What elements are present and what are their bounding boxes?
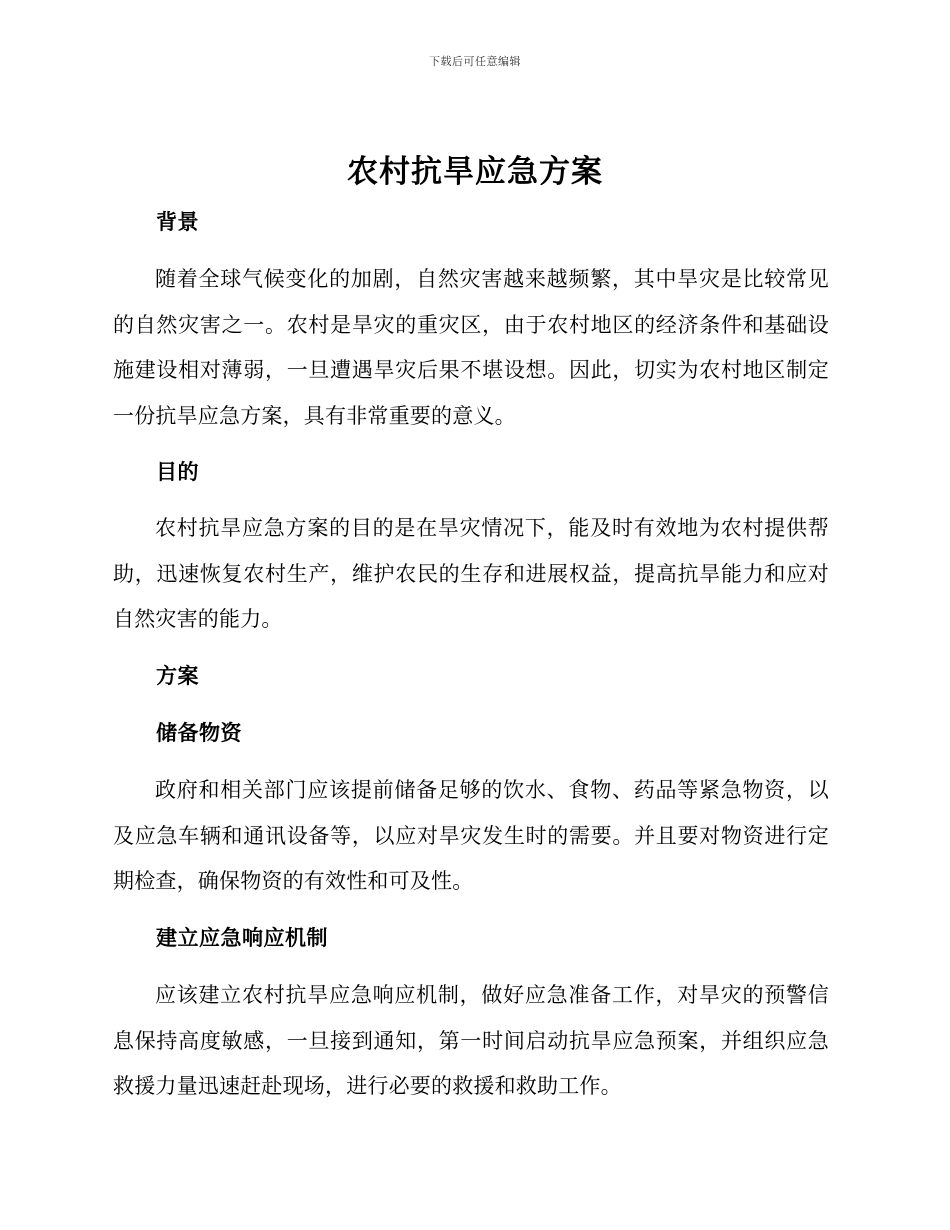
- document-title: 农村抗旱应急方案: [347, 154, 603, 190]
- section-heading-plan: 方案: [156, 664, 199, 688]
- section-paragraph-background: 随着全球气候变化的加剧，自然灾害越来越频繁，其中旱灾是比较常见的自然灾害之一。农村是旱灾的重灾区，由于农村地区的经济条件和基础设施建设相对薄弱，一旦遭遇旱灾后果不堪设想。因此，切实为农村地区制定一份抗旱应急方案，具有非常重要的意义。: [113, 267, 829, 428]
- header-watermark: 下载后可任意编辑: [429, 55, 521, 68]
- section-paragraph-reserve-supplies: 政府和相关部门应该提前储备足够的饮水、食物、药品等紧急物资，以及应急车辆和通讯设备等，以应对旱灾发生时的需要。并且要对物资进行定期检查，确保物资的有效性和可及性。: [113, 778, 829, 893]
- section-heading-background: 背景: [156, 210, 199, 234]
- section-heading-reserve-supplies: 储备物资: [156, 721, 242, 745]
- section-heading-purpose: 目的: [156, 460, 199, 484]
- section-heading-emergency-mechanism: 建立应急响应机制: [156, 926, 328, 950]
- section-paragraph-emergency-mechanism: 应该建立农村抗旱应急响应机制，做好应急准备工作，对旱灾的预警信息保持高度敏感，一旦接到通知，第一时间启动抗旱应急预案，并组织应急救援力量迅速赶赴现场，进行必要的救援和救助工作。: [113, 983, 829, 1098]
- section-paragraph-purpose: 农村抗旱应急方案的目的是在旱灾情况下，能及时有效地为农村提供帮助，迅速恢复农村生产，维护农民的生存和进展权益，提高抗旱能力和应对自然灾害的能力。: [113, 516, 829, 631]
